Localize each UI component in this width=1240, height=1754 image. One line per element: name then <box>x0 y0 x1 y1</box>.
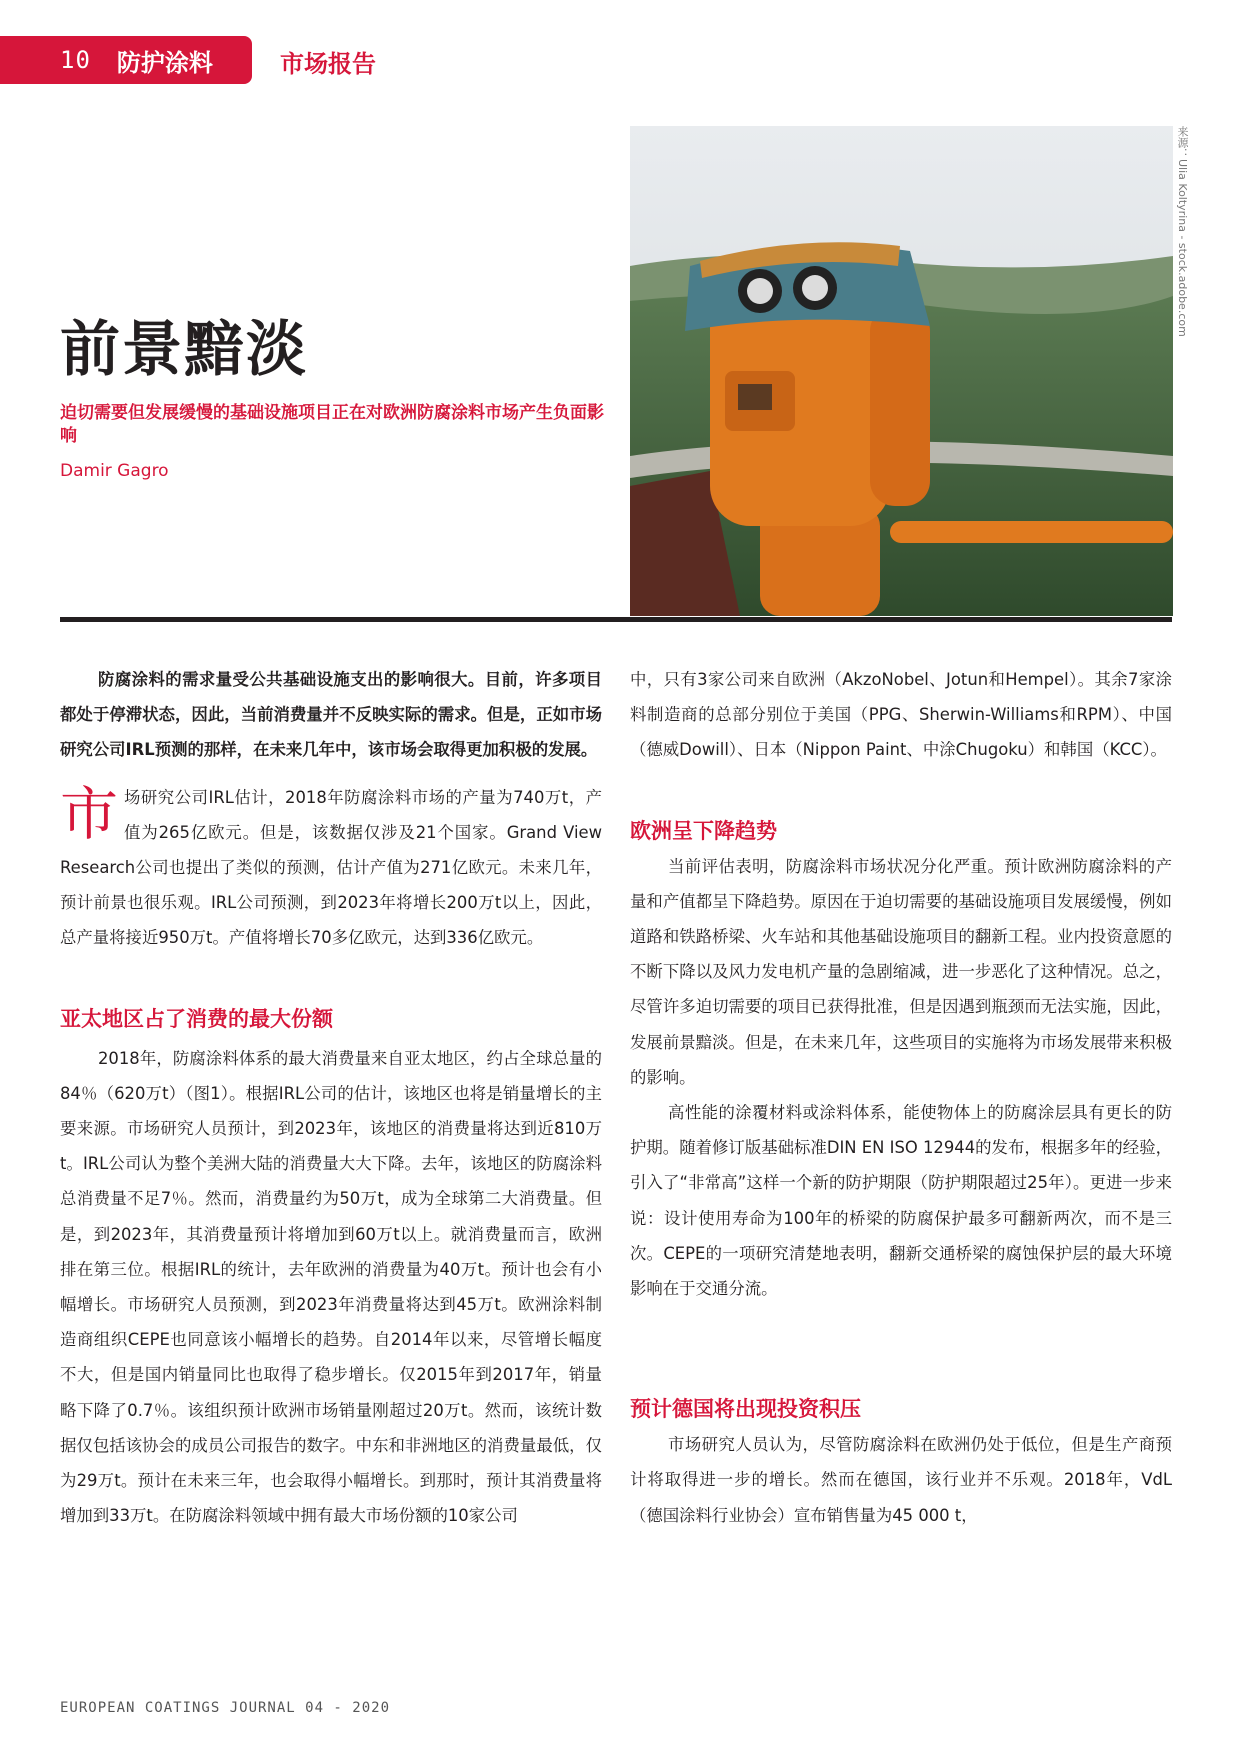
section-body-europe-1: 当前评估表明，防腐涂料市场状况分化严重。预计欧洲防腐涂料的产量和产值都呈下降趋势。原因在于迫切需要的基础设施项目发展缓慢，例如道路和铁路桥梁、火车站和其他基础设施项目的翻新工程。业内投资意愿的不断下降以及风力发电机产量的急剧缩减，进一步恶化了这种情况。总之，尽管许多迫切需要的项目已获得批准，但是因遇到瓶颈而无法实施，因此，发展前景黯淡。但是，在未来几年，这些项目的实施将为市场发展带来积极的影响。 <box>630 856 1172 1087</box>
continued-paragraph: 中，只有3家公司来自欧洲（AkzoNobel、Jotun和Hempel）。其余7家涂料制造商的总部分别位于美国（PPG、Sherwin-Williams和RPM）、中国（德威Dowill）、日本（Nippon Paint、中涂Chugoku）和韩国（KCC）。 <box>630 670 1172 760</box>
article-subtitle: 迫切需要但发展缓慢的基础设施项目正在对欧洲防腐涂料市场产生负面影响 <box>60 403 604 446</box>
right-column <box>630 662 1172 1533</box>
left-column <box>60 662 602 1533</box>
section-body-europe-2: 高性能的涂覆材料或涂料体系，能使物体上的防腐涂层具有更长的防护期。随着修订版基础标准DIN EN ISO 12944的发布，根据多年的经验，引入了“非常高”这样一个新的防护期限（防护期限超过25年）。更进一步来说：设计使用寿命为100年的桥梁的防腐保护最多可翻新两次，而不是三次。CEPE的一项研究清楚地表明，翻新交通桥梁的腐蚀保护层的最大环境影响在于交通分流。 <box>630 1103 1172 1299</box>
binocular-illustration <box>630 126 1173 616</box>
section-heading-europe: 欧洲呈下降趋势 <box>630 818 777 843</box>
category-label: 市场报告 <box>280 50 376 78</box>
section-heading-germany: 预计德国将出现投资积压 <box>630 1397 861 1422</box>
page-number: 10 <box>60 46 91 74</box>
intro-text: 场研究公司IRL估计，2018年防腐涂料市场的产量为740万t，产值为265亿欧元。但是，该数据仅涉及21个国家。Grand View Research公司也提出了类似的预测，估计产值为271亿欧元。未来几年，预计前景也很乐观。IRL公司预测，到2023年将增长200万t以上，因此，总产量将接近950万t。产值将增长70多亿欧元，达到336亿欧元。 <box>60 787 602 948</box>
article-title: 前景黯淡 <box>60 315 308 385</box>
article-author: Damir Gagro <box>60 461 169 481</box>
section-heading-asia: 亚太地区占了消费的最大份额 <box>60 1006 333 1031</box>
lead-paragraph: 防腐涂料的需求量受公共基础设施支出的影响很大。目前，许多项目都处于停滞状态，因此，当前消费量并不反映实际的需求。但是，正如市场研究公司IRL预测的那样，在未来几年中，该市场会取得更加积极的发展。 <box>60 670 602 760</box>
dropcap: 市 <box>60 779 119 848</box>
intro-paragraph <box>60 780 602 956</box>
binocular-photo <box>630 126 1173 616</box>
section-name: 防护涂料 <box>116 48 213 77</box>
divider-rule <box>60 617 1172 622</box>
journal-footer: EUROPEAN COATINGS JOURNAL 04 - 2020 <box>60 1700 391 1716</box>
photo-credit: 来源：Ulia Koltyrina - stock.adobe.com <box>1176 126 1189 337</box>
header-tab <box>0 36 252 84</box>
section-body-germany: 市场研究人员认为，尽管防腐涂料在欧洲仍处于低位，但是生产商预计将取得进一步的增长。然而在德国，该行业并不乐观。2018年，VdL（德国涂料行业协会）宣布销售量为45 000 t， <box>630 1435 1172 1525</box>
section-body-asia: 2018年，防腐涂料体系的最大消费量来自亚太地区，约占全球总量的84％（620万t）（图1）。根据IRL公司的估计，该地区也将是销量增长的主要来源。市场研究人员预计，到2023年，该地区的消费量将达到近810万t。IRL公司认为整个美洲大陆的消费量大大下降。去年，该地区的防腐涂料总消费量不足7％。然而，消费量约为50万t，成为全球第二大消费量。但是，到2023年，其消费量预计将增加到60万t以上。就消费量而言，欧洲排在第三位。根据IRL的统计，去年欧洲的消费量为40万t。预计也会有小幅增长。市场研究人员预测，到2023年消费量将达到45万t。欧洲涂料制造商组织CEPE也同意该小幅增长的趋势。自2014年以来，尽管增长幅度不大，但是国内销量同比也取得了稳步增长。仅2015年到2017年，销量略下降了0.7％。该组织预计欧洲市场销量刚超过20万t。然而，该统计数据仅包括该协会的成员公司报告的数字。中东和非洲地区的消费量最低，仅为29万t。预计在未来三年，也会取得小幅增长。到那时，预计其消费量将增加到33万t。在防腐涂料领域中拥有最大市场份额的10家公司 <box>60 1048 602 1526</box>
